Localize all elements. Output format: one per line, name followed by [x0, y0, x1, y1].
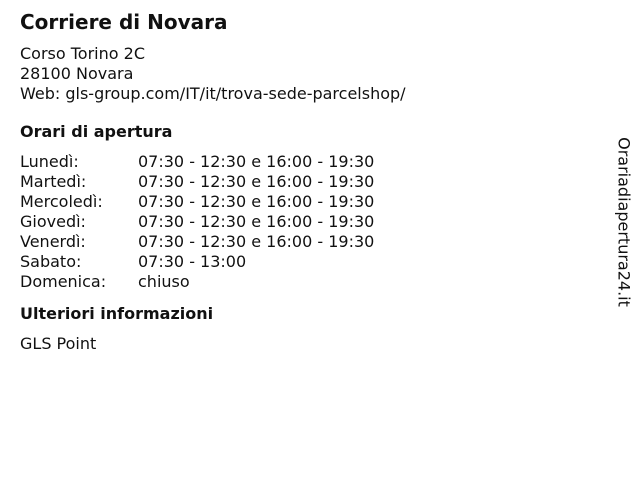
time-value: 07:30 - 12:30 e 16:00 - 19:30: [138, 152, 375, 171]
brand-watermark: Orariadiapertura24.it: [614, 137, 634, 307]
address-block: [20, 44, 580, 104]
day-label: Giovedì:: [20, 212, 86, 231]
hours-row-saturday: [20, 252, 580, 272]
day-label: Mercoledì:: [20, 192, 103, 211]
time-value: 07:30 - 12:30 e 16:00 - 19:30: [138, 192, 375, 211]
address-city: 28100 Novara: [20, 64, 134, 83]
time-value: 07:30 - 12:30 e 16:00 - 19:30: [138, 232, 375, 251]
hours-row-sunday: [20, 272, 580, 292]
time-value: 07:30 - 12:30 e 16:00 - 19:30: [138, 212, 375, 231]
hours-row-wednesday: [20, 192, 580, 212]
day-label: Lunedì:: [20, 152, 79, 171]
website-link[interactable]: Web: gls-group.com/IT/it/trova-sede-parcelshop/: [20, 84, 406, 103]
time-value: chiuso: [138, 272, 190, 291]
day-label: Domenica:: [20, 272, 107, 291]
hours-row-friday: [20, 232, 580, 252]
day-label: Venerdì:: [20, 232, 86, 251]
additional-info-heading: Ulteriori informazioni: [20, 304, 214, 323]
hours-row-thursday: [20, 212, 580, 232]
opening-hours-table: [20, 152, 580, 292]
time-value: 07:30 - 12:30 e 16:00 - 19:30: [138, 172, 375, 191]
time-value: 07:30 - 13:00: [138, 252, 247, 271]
day-label: Martedì:: [20, 172, 87, 191]
hours-row-tuesday: [20, 172, 580, 192]
hours-row-monday: [20, 152, 580, 172]
business-card: [20, 10, 580, 354]
opening-hours-heading: Orari di apertura: [20, 122, 173, 141]
address-street: Corso Torino 2C: [20, 44, 145, 63]
additional-info-text: GLS Point: [20, 334, 97, 353]
business-name: Corriere di Novara: [20, 10, 228, 34]
day-label: Sabato:: [20, 252, 82, 271]
